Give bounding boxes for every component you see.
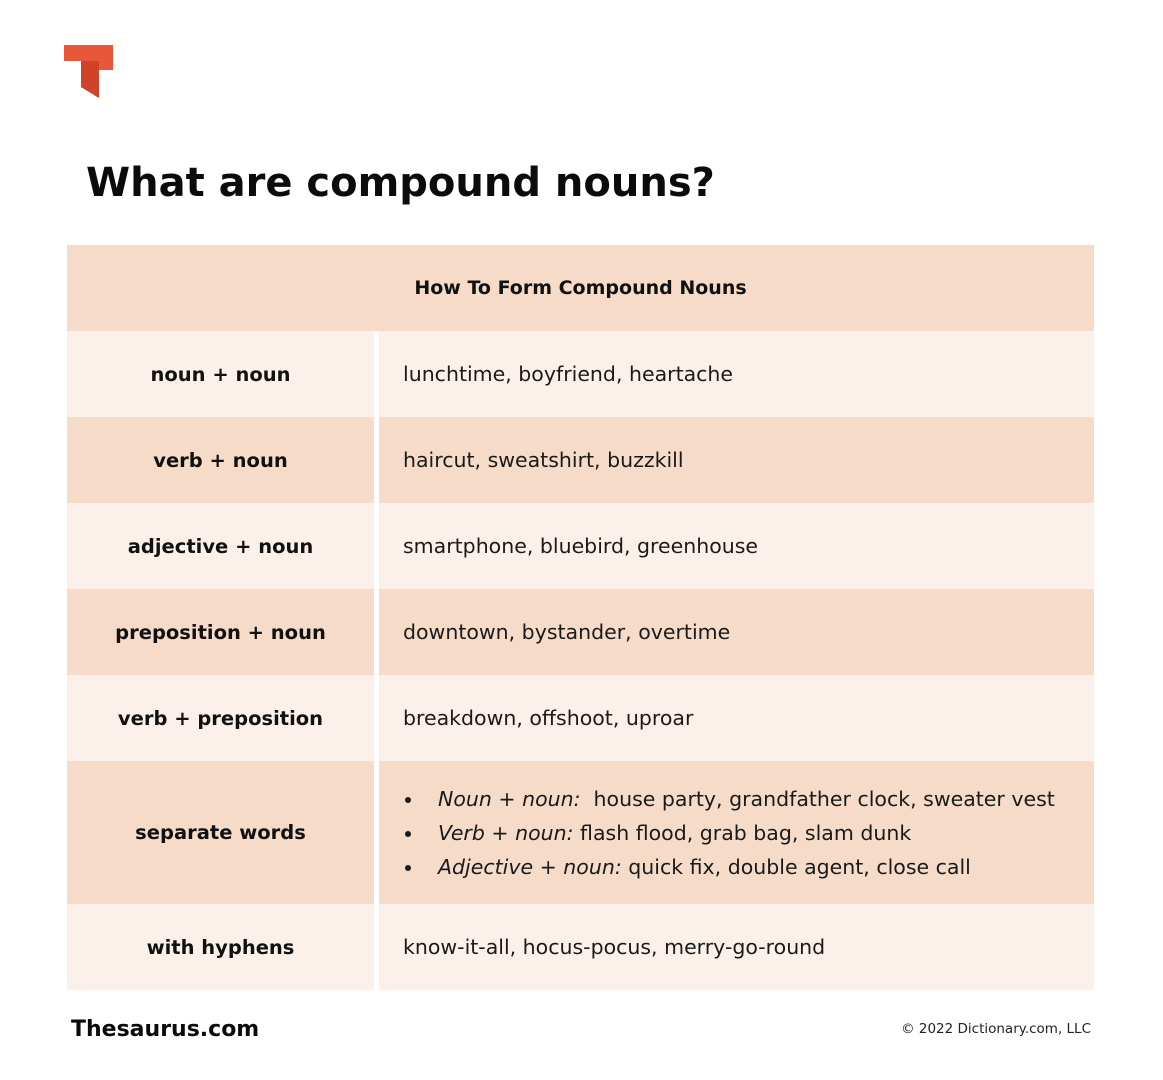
- bullet-icon: [405, 865, 411, 871]
- table-header: How To Form Compound Nouns: [67, 245, 1094, 331]
- examples-cell: smartphone, bluebird, greenhouse: [379, 503, 1094, 589]
- brand-name: Thesaurus.com: [71, 1017, 260, 1042]
- examples-cell: downtown, bystander, overtime: [379, 589, 1094, 675]
- table-row: [67, 904, 1094, 990]
- examples-cell: haircut, sweatshirt, buzzkill: [379, 417, 1094, 503]
- pattern-cell: noun + noun: [67, 331, 374, 417]
- table-row: [67, 417, 1094, 503]
- bullet-lead: Noun + noun:: [438, 786, 581, 811]
- bullet-icon: [405, 831, 411, 837]
- pattern-cell: verb + noun: [67, 417, 374, 503]
- list-item: [403, 850, 1055, 884]
- bullet-text: quick fix, double agent, close call: [628, 854, 971, 879]
- pattern-cell: separate words: [67, 761, 374, 904]
- examples-cell: lunchtime, boyfriend, heartache: [379, 331, 1094, 417]
- page-title: What are compound nouns?: [86, 160, 715, 206]
- thesaurus-logo-icon: [63, 44, 115, 100]
- copyright-notice: © 2022 Dictionary.com, LLC: [901, 1021, 1091, 1037]
- pattern-cell: preposition + noun: [67, 589, 374, 675]
- examples-cell: [379, 761, 1094, 904]
- table-row: [67, 761, 1094, 904]
- bullet-list: [403, 782, 1055, 884]
- pattern-cell: adjective + noun: [67, 503, 374, 589]
- bullet-text: house party, grandfather clock, sweater vest: [593, 786, 1055, 811]
- compound-nouns-table: [67, 245, 1094, 990]
- examples-cell: breakdown, offshoot, uproar: [379, 675, 1094, 761]
- list-item: [403, 782, 1055, 816]
- bullet-lead: Verb + noun:: [438, 820, 574, 845]
- list-item: [403, 816, 1055, 850]
- bullet-lead: Adjective + noun:: [438, 854, 622, 879]
- table-row: [67, 503, 1094, 589]
- pattern-cell: with hyphens: [67, 904, 374, 990]
- pattern-cell: verb + preposition: [67, 675, 374, 761]
- table-row: [67, 589, 1094, 675]
- bullet-text: flash flood, grab bag, slam dunk: [580, 820, 912, 845]
- table-row: [67, 675, 1094, 761]
- examples-cell: know-it-all, hocus-pocus, merry-go-round: [379, 904, 1094, 990]
- bullet-icon: [405, 797, 411, 803]
- table-row: [67, 331, 1094, 417]
